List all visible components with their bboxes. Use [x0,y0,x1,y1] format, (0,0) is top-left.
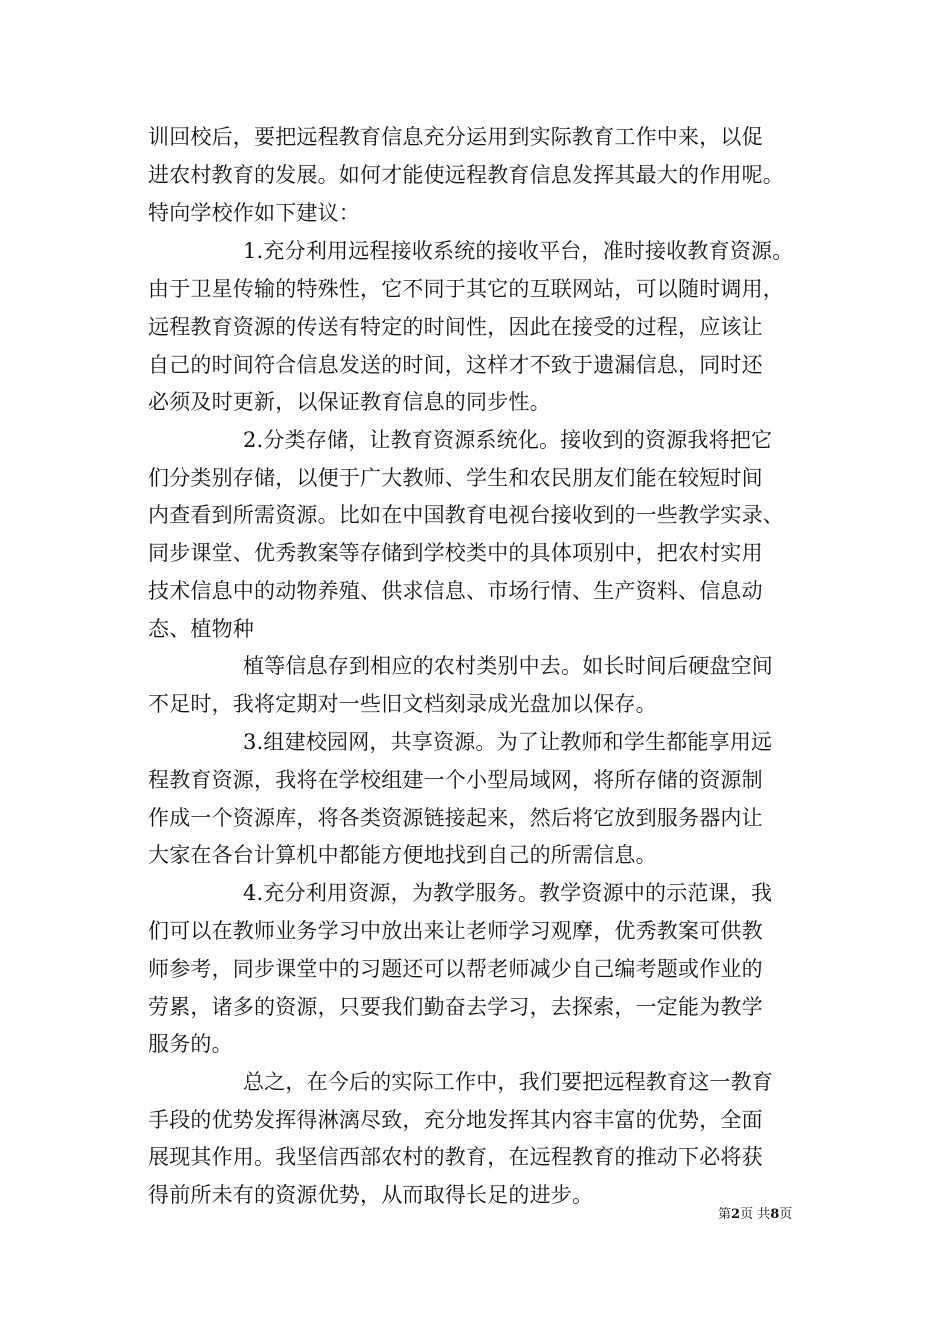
paragraph-line: 由于卫星传输的特殊性，它不同于其它的互联网站，可以随时调用， [148,277,784,301]
page-footer [718,1206,792,1224]
paragraph-line: 得前所未有的资源优势，从而取得长足的进步。 [148,1183,594,1207]
paragraph-line: 1.充分利用远程接收系统的接收平台，准时接收教育资源。 [243,239,794,263]
footer-prefix: 第 [718,1207,732,1222]
paragraph-line: 4.充分利用资源，为教学服务。教学资源中的示范课，我 [243,881,773,905]
paragraph-line: 3.组建校园网，共享资源。为了让教师和学生都能享用远 [243,730,773,754]
paragraph-line: 师参考，同步课堂中的习题还可以帮老师减少自己编考题或作业的 [148,957,763,981]
total-page-number: 8 [770,1207,780,1222]
paragraph-line: 2.分类存储，让教育资源系统化。接收到的资源我将把它 [243,428,773,452]
footer-middle: 页 共 [740,1207,771,1222]
paragraph-line: 劳累，诸多的资源，只要我们勤奋去学习，去探索，一定能为教学 [148,995,763,1019]
current-page-number: 2 [731,1207,741,1222]
paragraph-line: 们分类别存储，以便于广大教师、学生和农民朋友们能在较短时间 [148,466,763,490]
paragraph-line: 程教育资源，我将在学校组建一个小型局域网，将所存储的资源制 [148,768,763,792]
paragraph-line: 内查看到所需资源。比如在中国教育电视台接收到的一些教学实录、 [148,503,784,527]
paragraph-line: 必须及时更新，以保证教育信息的同步性。 [148,390,551,414]
paragraph-line: 技术信息中的动物养殖、供求信息、市场行情、生产资料、信息动 [148,579,763,603]
paragraph-line: 作成一个资源库，将各类资源链接起来，然后将它放到服务器内让 [148,806,763,830]
paragraph-line: 们可以在教师业务学习中放出来让老师学习观摩，优秀教案可供教 [148,919,763,943]
paragraph-line: 进农村教育的发展。如何才能使远程教育信息发挥其最大的作用呢。 [148,163,784,187]
paragraph-line: 大家在各台计算机中都能方便地找到自己的所需信息。 [148,843,657,867]
paragraph-line: 特向学校作如下建议： [148,201,360,225]
paragraph-line: 不足时，我将定期对一些旧文档刻录成光盘加以保存。 [148,692,657,716]
paragraph-line: 态、植物种 [148,617,254,641]
paragraph-line: 服务的。 [148,1032,233,1056]
paragraph-line: 远程教育资源的传送有特定的时间性，因此在接受的过程，应该让 [148,315,763,339]
paragraph-line: 手段的优势发挥得淋漓尽致，充分地发挥其内容丰富的优势，全面 [148,1108,763,1132]
paragraph-line: 植等信息存到相应的农村类别中去。如长时间后硬盘空间 [243,654,773,678]
paragraph-line: 同步课堂、优秀教案等存储到学校类中的具体项别中，把农村实用 [148,541,763,565]
footer-suffix: 页 [779,1207,793,1222]
paragraph-line: 展现其作用。我坚信西部农村的教育，在远程教育的推动下必将获 [148,1145,763,1169]
paragraph-line: 训回校后，要把远程教育信息充分运用到实际教育工作中来，以促 [148,125,763,149]
paragraph-line: 总之，在今后的实际工作中，我们要把远程教育这一教育 [243,1070,773,1094]
paragraph-line: 自己的时间符合信息发送的时间，这样才不致于遗漏信息，同时还 [148,353,763,377]
